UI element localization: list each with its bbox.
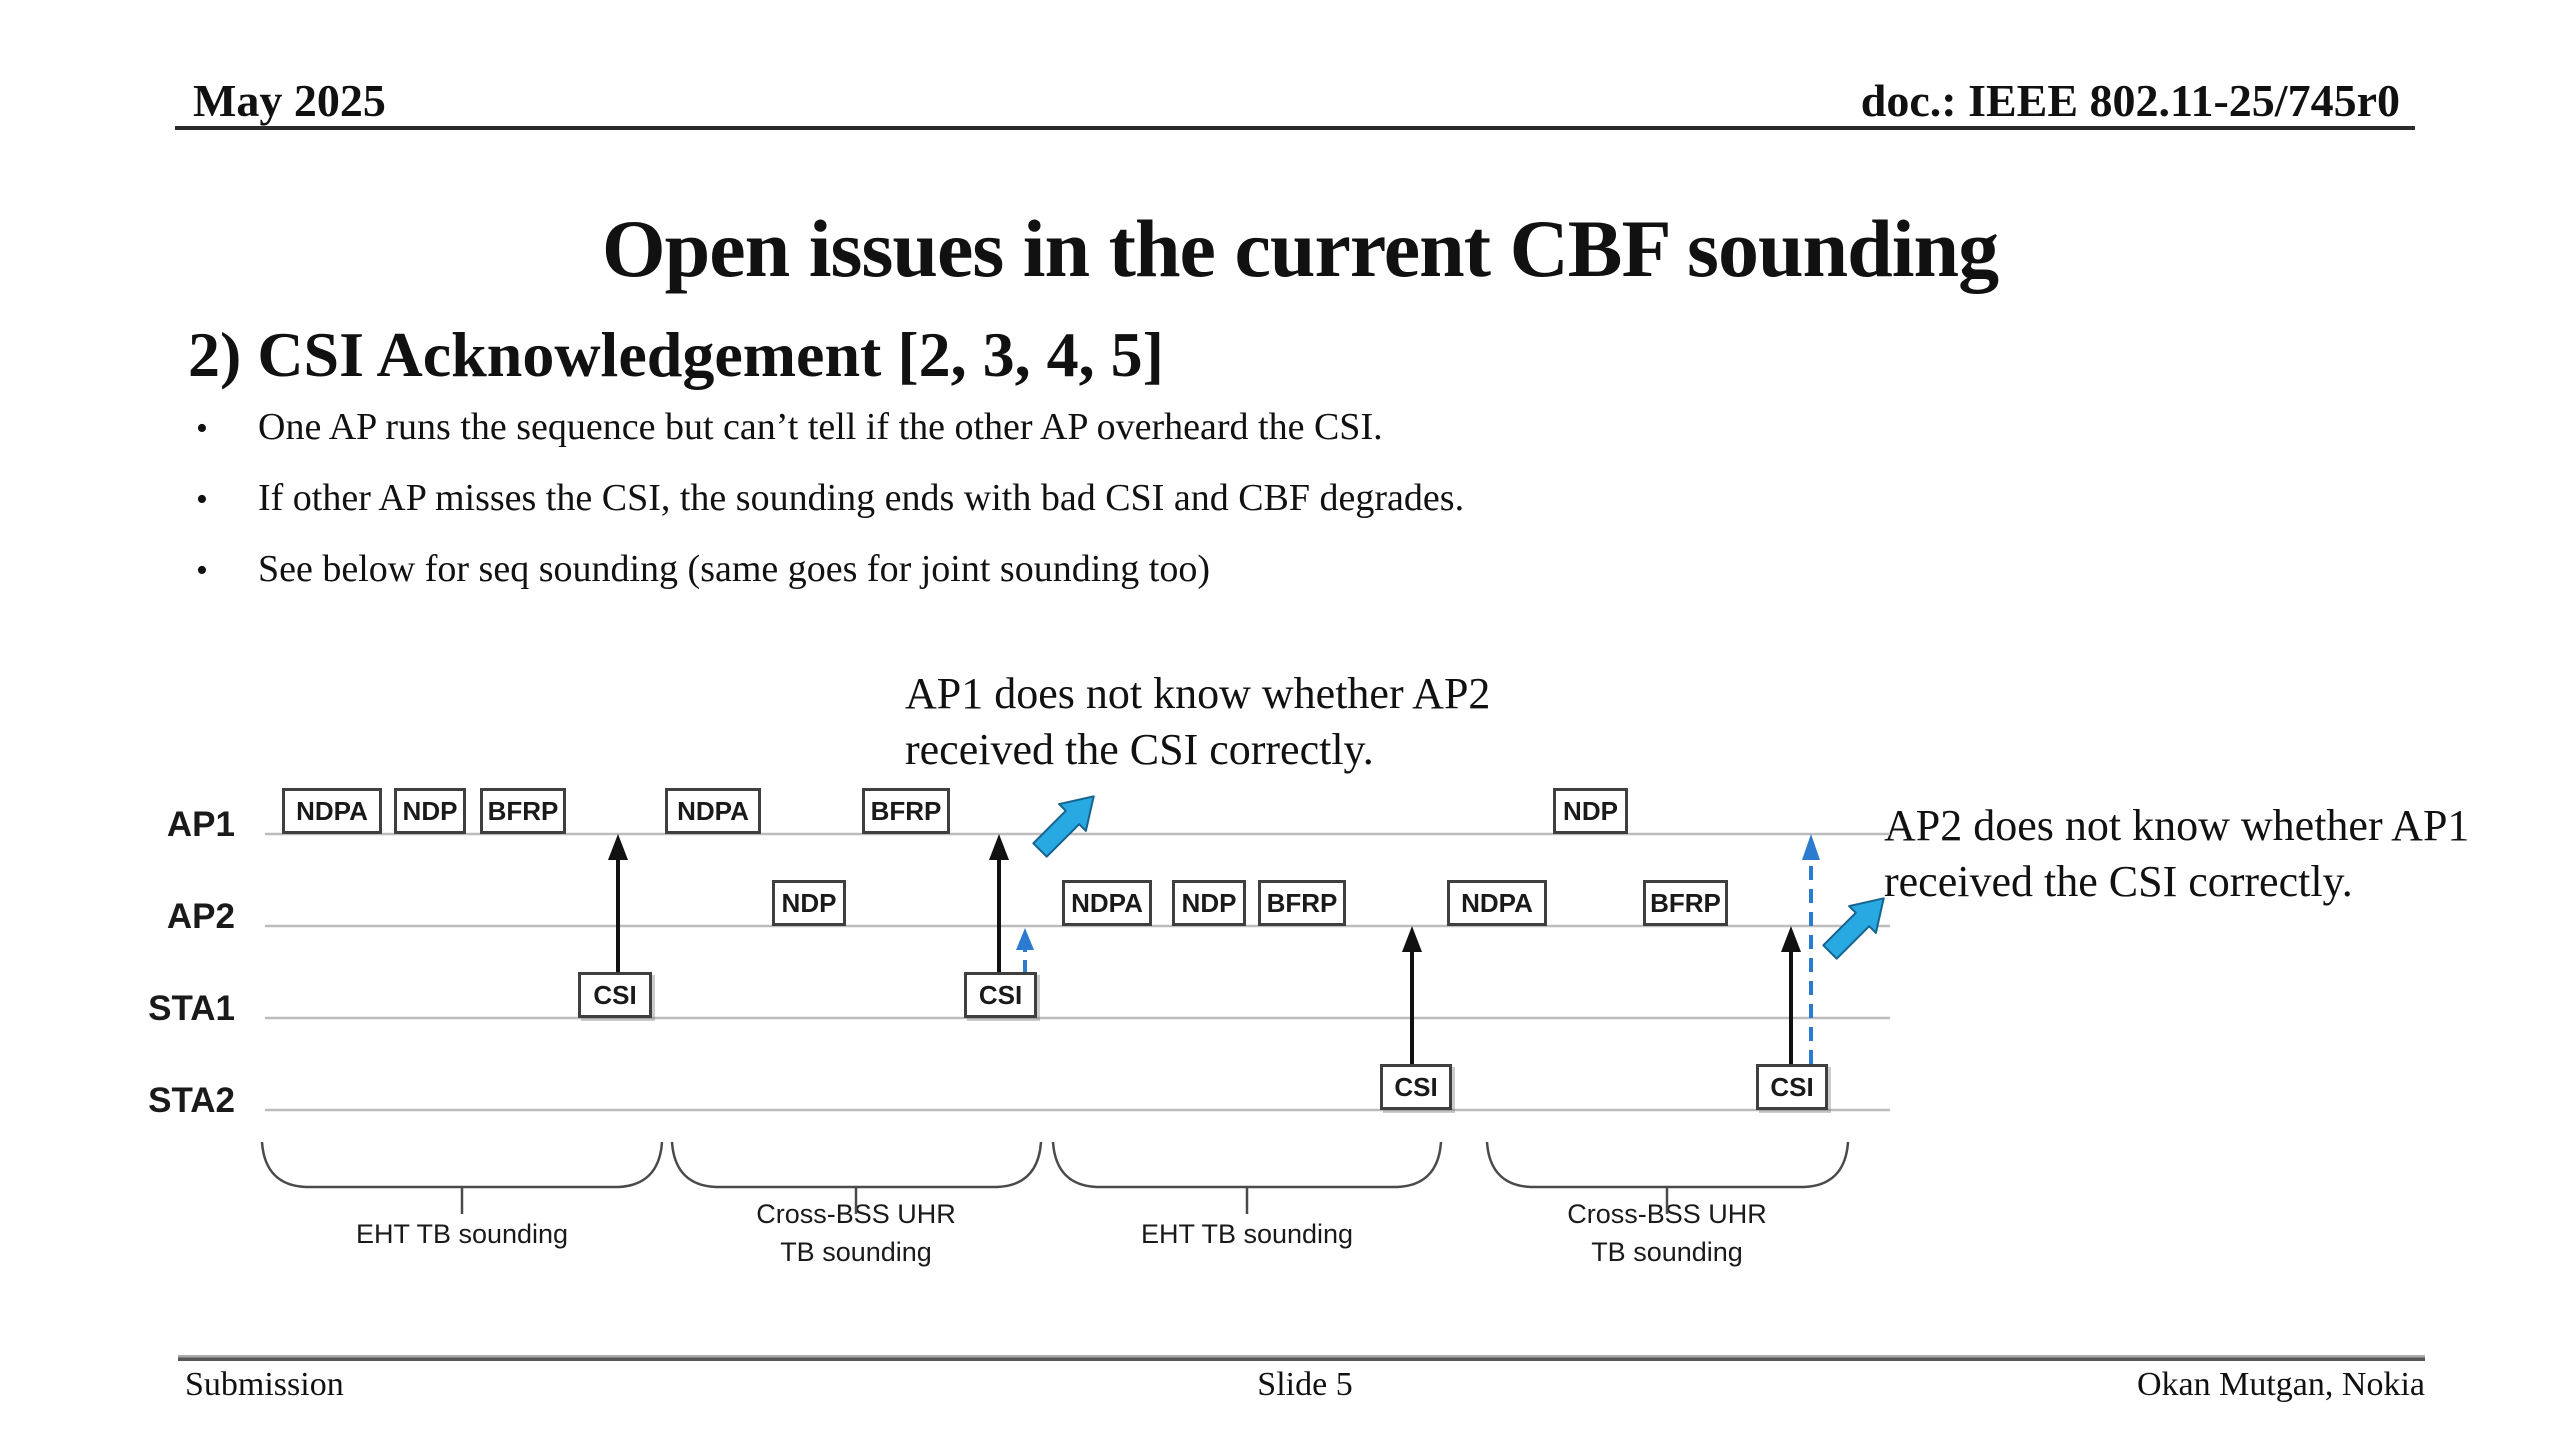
footer-submission: Submission (185, 1366, 344, 1403)
csi-to-ap1-arrow-1 (608, 834, 628, 972)
footer-slide-number: Slide 5 (1257, 1366, 1353, 1403)
callout-line: AP1 does not know whether AP2 (905, 669, 1491, 718)
frame-box-ndp: NDP (1172, 880, 1246, 926)
frame-box-bfrp: BFRP (1643, 880, 1728, 926)
brace-label-line: Cross-BSS UHR (756, 1199, 956, 1229)
bullet-text: If other AP misses the CSI, the sounding ends with bad CSI and CBF degrades. (258, 477, 1465, 519)
grouping-braces (262, 1142, 1848, 1214)
lane-lines (265, 834, 1890, 1110)
highlight-arrow-ap1 (1033, 796, 1093, 856)
lane-label-sta1: STA1 (148, 989, 235, 1028)
brace-label-line: EHT TB sounding (355, 1219, 569, 1249)
header-date: May 2025 (193, 75, 386, 126)
frame-box-csi: CSI (1756, 1064, 1828, 1110)
csi-to-ap2-arrow-1 (1402, 926, 1422, 1064)
frame-box-bfrp: BFRP (480, 788, 566, 834)
dashed-overhear-arrow-long (1802, 834, 1820, 1064)
brace-label-line: TB sounding (1591, 1237, 1743, 1267)
brace-label-line: TB sounding (780, 1237, 932, 1267)
lane-label-ap1: AP1 (166, 805, 235, 844)
frame-box-ndpa: NDPA (1062, 880, 1152, 926)
frame-box-ndp: NDP (1553, 788, 1628, 834)
frame-box-ndpa: NDPA (1447, 880, 1547, 926)
highlight-arrow-ap2 (1823, 898, 1883, 958)
csi-to-ap1-arrow-2 (989, 834, 1009, 972)
frame-box-ndp: NDP (772, 880, 846, 926)
csi-to-ap2-arrow-2 (1781, 926, 1801, 1064)
bullet-text: See below for seq sounding (same goes for joint sounding too) (258, 548, 1210, 590)
bullet-text: One AP runs the sequence but can’t tell if the other AP overheard the CSI. (258, 406, 1383, 448)
frame-box-ndpa: NDPA (665, 788, 761, 834)
footer-author: Okan Mutgan, Nokia (2136, 1366, 2425, 1403)
callout-line: received the CSI correctly. (1884, 857, 2353, 906)
frame-box-ndp: NDP (394, 788, 466, 834)
header-doc-ref: doc.: IEEE 802.11-25/745r0 (1860, 75, 2400, 126)
page-title: Open issues in the current CBF sounding (601, 203, 1999, 294)
callout-line: received the CSI correctly. (905, 725, 1374, 774)
frame-box-bfrp: BFRP (862, 788, 950, 834)
frame-box-csi: CSI (578, 972, 652, 1018)
lane-label-sta2: STA2 (148, 1081, 235, 1120)
brace-label-line: Cross-BSS UHR (1567, 1199, 1767, 1229)
frame-box-csi: CSI (1380, 1064, 1452, 1110)
callout-line: AP2 does not know whether AP1 (1884, 801, 2470, 850)
dashed-overhear-arrow-short (1016, 928, 1034, 972)
brace-label-line: EHT TB sounding (1140, 1219, 1354, 1249)
frame-box-ndpa: NDPA (282, 788, 382, 834)
frame-box-bfrp: BFRP (1258, 880, 1346, 926)
lane-label-ap2: AP2 (166, 897, 235, 936)
frame-box-csi: CSI (964, 972, 1037, 1018)
section-heading: 2) CSI Acknowledgement [2, 3, 4, 5] (188, 319, 1164, 390)
